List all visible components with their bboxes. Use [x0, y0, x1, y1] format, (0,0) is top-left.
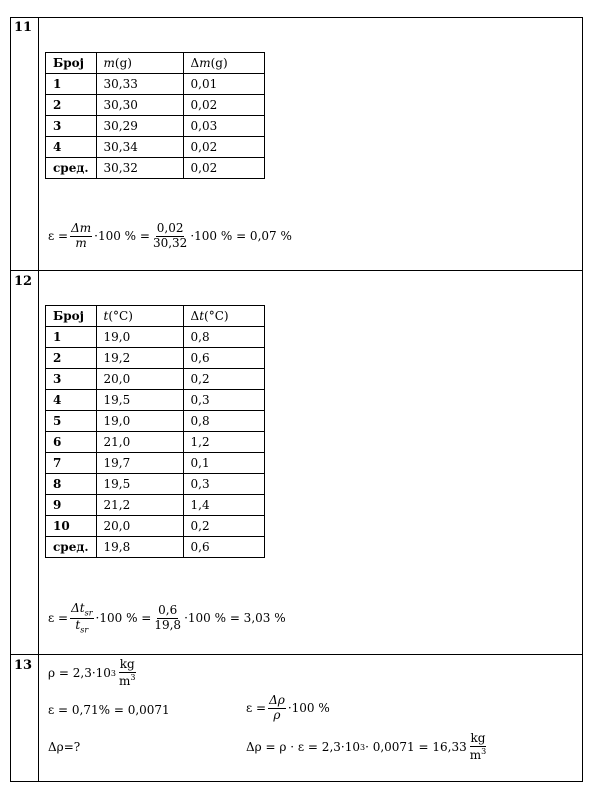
table-cell: 2 — [46, 348, 97, 369]
table-cell: 19,0 — [96, 411, 183, 432]
problem-number: 11 — [14, 20, 33, 35]
table-cell: 30,34 — [96, 137, 183, 158]
table-cell: 1,2 — [183, 432, 264, 453]
table-header-row — [46, 306, 265, 327]
table-header-cell: Број — [46, 53, 97, 74]
table-cell: 4 — [46, 137, 97, 158]
table-header-cell: m(g) — [96, 53, 183, 74]
table-row — [46, 453, 265, 474]
absolute-error-result: Δρ = ρ · ε = 2,3·10 3 · 0,0071 = 16,33 $\frac{kg}{m^3}$ — [246, 731, 487, 762]
table-cell: 19,5 — [96, 474, 183, 495]
table-cell: 0,3 — [183, 474, 264, 495]
table-cell: 0,2 — [183, 516, 264, 537]
table-row — [46, 369, 265, 390]
table-cell: 10 — [46, 516, 97, 537]
table-cell: 9 — [46, 495, 97, 516]
table-row — [46, 95, 265, 116]
table-cell: 8 — [46, 474, 97, 495]
table-cell: 30,32 — [96, 158, 183, 179]
table-row — [46, 137, 265, 158]
unknown-quantity: Δρ=? — [48, 740, 81, 754]
table-cell: 2 — [46, 95, 97, 116]
table-cell: 0,02 — [183, 158, 264, 179]
table-cell: 0,1 — [183, 453, 264, 474]
table-row — [46, 495, 265, 516]
row-divider-11-12 — [10, 270, 583, 271]
table-header-cell: Δt(°C) — [183, 306, 264, 327]
table-cell: сред. — [46, 537, 97, 558]
table-row — [46, 390, 265, 411]
table-cell: 20,0 — [96, 369, 183, 390]
table-header-cell: Δm(g) — [183, 53, 264, 74]
table-cell: 3 — [46, 369, 97, 390]
table-cell: 0,6 — [183, 537, 264, 558]
table-cell: 0,02 — [183, 137, 264, 158]
table-cell: 6 — [46, 432, 97, 453]
table-cell: 0,8 — [183, 411, 264, 432]
relative-error-formula: ε = $\frac{\Delta t_{sr}}{t_{sr}}$ ·100 % = $\frac{0,6}{19,8}$ ·100 % = 3,03 % — [48, 601, 286, 634]
table-cell: 1 — [46, 327, 97, 348]
table-row — [46, 432, 265, 453]
table-cell: 30,29 — [96, 116, 183, 137]
table-cell: 3 — [46, 116, 97, 137]
table-row — [46, 158, 265, 179]
table-cell: 19,0 — [96, 327, 183, 348]
table-cell: 19,7 — [96, 453, 183, 474]
table-cell: 0,6 — [183, 348, 264, 369]
problem-number: 13 — [14, 658, 33, 673]
number-column-divider — [38, 17, 39, 782]
table-row — [46, 537, 265, 558]
table-header-row — [46, 53, 265, 74]
problem-number: 12 — [14, 274, 33, 289]
table-row — [46, 116, 265, 137]
table-cell: 4 — [46, 390, 97, 411]
table-cell: 0,03 — [183, 116, 264, 137]
table-cell: 30,33 — [96, 74, 183, 95]
table-header-cell: Број — [46, 306, 97, 327]
table-cell: 0,3 — [183, 390, 264, 411]
table-header-cell: t(°C) — [96, 306, 183, 327]
table-cell: 5 — [46, 411, 97, 432]
density-given: ρ = 2,3·10 3 $\frac{kg}{m^3}$ — [48, 657, 136, 688]
measurement-table-temperature — [45, 305, 265, 558]
table-row — [46, 411, 265, 432]
table-cell: 20,0 — [96, 516, 183, 537]
epsilon-given: ε = 0,71% = 0,0071 — [48, 703, 170, 717]
table-cell: 19,5 — [96, 390, 183, 411]
table-cell: 21,0 — [96, 432, 183, 453]
measurement-table-mass — [45, 52, 265, 179]
table-cell: 21,2 — [96, 495, 183, 516]
table-row — [46, 327, 265, 348]
table-cell: 0,2 — [183, 369, 264, 390]
table-row — [46, 74, 265, 95]
row-divider-12-13 — [10, 654, 583, 655]
table-cell: 19,2 — [96, 348, 183, 369]
table-cell: 0,8 — [183, 327, 264, 348]
table-row — [46, 348, 265, 369]
relative-error-formula: ε = $\frac{\Delta m}{m}$ ·100 % = $\frac{0,02}{30,32}$ ·100 % = 0,07 % — [48, 221, 292, 250]
table-row — [46, 516, 265, 537]
table-row — [46, 474, 265, 495]
table-cell: 1 — [46, 74, 97, 95]
table-cell: 0,02 — [183, 95, 264, 116]
table-cell: 7 — [46, 453, 97, 474]
table-cell: 30,30 — [96, 95, 183, 116]
table-cell: 19,8 — [96, 537, 183, 558]
table-cell: 0,01 — [183, 74, 264, 95]
table-cell: 1,4 — [183, 495, 264, 516]
epsilon-definition-formula: ε = $\frac{\Delta\rho}{\rho}$ ·100 % — [246, 693, 330, 722]
table-cell: сред. — [46, 158, 97, 179]
